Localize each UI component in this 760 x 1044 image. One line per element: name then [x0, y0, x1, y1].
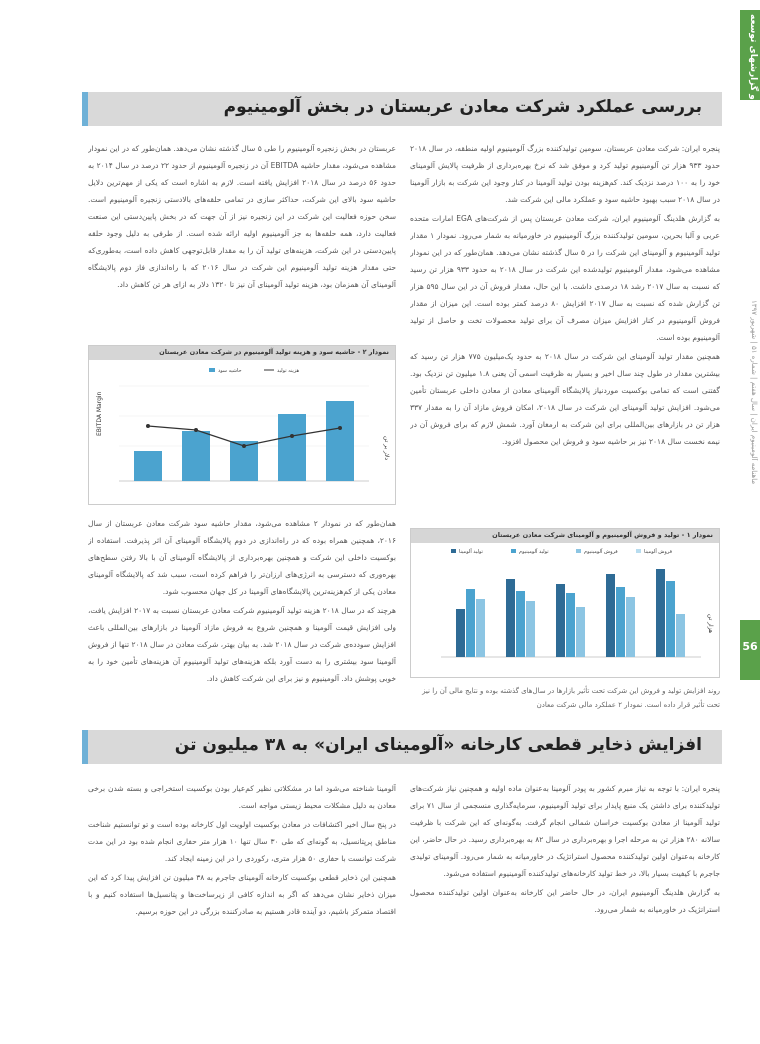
paragraph: همچنین مقدار تولید آلومینای این شرکت در سال ۲۰۱۸ به حدود یک‌میلیون ۷۷۵ هزار تن رسید که بیشترین مقدار در طول چند سال اخیر و بسیار به ظرفیت اسمی آن یعنی ۱.۸ میلیون تن نزدیک بود. گفتنی است که تمامی بوکسیت موردنیاز پالایشگاه آلومینای معادن از معادن داخلی عربستان تأمین می‌شود. افزایش تولید آلومینای این شرکت در سال ۲۰۱۸، امکان فروش مازاد آن را به مقدار ۳۳۷ هزار تن در بازارهای بین‌المللی برای این شرکت به ارمغان آورد. شمش لازم که برای فروش آن در نیمه نخست سال ۲۰۱۸ نیز بر حاشیه سود و فروش این محصول افزود.	[410, 352, 720, 446]
line-point	[290, 434, 294, 438]
bar	[616, 587, 625, 657]
paragraph: عربستان در بخش زنجیره آلومینیوم را طی ۵ سال گذشته نشان می‌دهد. همان‌طور که در این نمودار مشاهده می‌شود، مقدار حاشیه EBITDA آن در زنجیره آلومینیوم از حدود ۲۲ درصد در سال ۲۰۱۴ به حدود ۵۶ درصد در سال ۲۰۱۸ افزایش یافته است. لازم به اشاره است که یکی از مهم‌ترین دلایل حاشیه سود بالای این شرکت، حداکثر سازی در تمامی حلقه‌های بالادستی زنجیره آلومینیوم است. سخن حوزه فعالیت این شرکت در این زنجیره نیز از آن جهت که در بخش پایین‌دستی این صنعت فعالیت دارد، همه حلقه‌ها به جز آلومینیوم اولیه ارائه شده است. از طرفی به دلیل وجود حلقه پایین‌دستی در این شرکت، هزینه‌های تولید آن را به مقدار قابل‌توجهی کاهش داده است، به‌طوری‌که حتی مقدار هزینه تولید آلومینیوم این شرکت در سال ۲۰۱۶ که با راه‌اندازی فاز دوم پالایشگاه آلومینای آن همزمان بود، هزینه تولید آلومینای آن نیز تا ۱۳۲۰ دلار به ازای هر تن کاهش داد.	[88, 144, 396, 289]
legend-label: فروش آلومینا	[644, 549, 672, 555]
bar	[134, 451, 162, 481]
paragraph: به گزارش هلدینگ آلومینیوم ایران، در حال حاضر این کارخانه به‌عنوان اولین تولیدکننده محصول استراتژیک در خاورمیانه به شمار می‌رود.	[410, 888, 720, 914]
chart-axis-label: دلار بر تن	[383, 436, 390, 461]
chart-production	[410, 528, 720, 678]
legend-swatch	[209, 368, 215, 372]
legend-swatch	[451, 549, 456, 553]
article1-heading	[82, 92, 722, 126]
bar	[526, 601, 535, 657]
heading-accent	[82, 730, 88, 764]
bar	[656, 569, 665, 657]
legend-label: فروش آلومینیوم	[584, 549, 618, 555]
bar	[466, 589, 475, 657]
legend-label: تولید آلومینیوم	[519, 549, 549, 555]
paragraph: پنجره ایران: با توجه به نیاز مبرم کشور به پودر آلومینا به‌عنوان ماده اولیه و همچنین نیاز شرکت‌های تولیدکننده برای داشتن یک منبع پایدار برای تولید آلومینیوم، سرمایه‌گذاری منسجمی از سال ۷۱ برای تولید آلومینا از معادن بوکسیت خراسان شمالی انجام گرفت. به‌گونه‌ای که این شرکت با ظرفیت سالانه ۲۸۰ هزار تن به مرحله اجرا و بهره‌برداری در سال ۸۲ به بهره‌برداری رسید. در حال حاضر، این کارخانه به‌عنوان اولین تولیدکننده محصول استراتژیک در خاورمیانه به شمار می‌رود. آلومینای تولیدی جاجرم با کیفیت بسیار بالا، در خط تولید کارخانه‌های تولیدکننده آلومینیوم استفاده می‌شود.	[410, 784, 720, 878]
article1-left-column	[88, 140, 396, 335]
paragraph: پنجره ایران: شرکت معادن عربستان، سومین تولیدکننده بزرگ آلومینیوم اولیه منطقه، در سال ۲۰۱۸ حدود ۹۳۳ هزار تن آلومینیوم تولید کرد و موفق شد که نرخ بهره‌برداری از ظرفیت پالایش آلومینای خود را به ۱۰۰ درصد نزدیک کند. کم‌هزینه بودن تولید آلومینا در کنار وجود این شرکت به بازار آلومینا در سال ۲۰۱۸ سبب بهبود حاشیه سود و عملکرد مالی این شرکت شد.	[410, 144, 720, 204]
chart-ebitda-svg	[89, 346, 397, 506]
chart-axis-label: EBITDA Margin	[96, 391, 103, 436]
article2-title: افزایش ذخایر قطعی کارخانه «آلومینای ایران» به ۳۸ میلیون تن	[174, 735, 702, 755]
page-number-strip	[740, 620, 760, 680]
line-point	[146, 424, 150, 428]
bar	[476, 599, 485, 657]
bar	[676, 614, 685, 657]
chart-production-svg	[411, 529, 721, 679]
line-point	[338, 426, 342, 430]
legend-label: حاشیه سود	[218, 368, 242, 374]
running-caption: ماهنامه آلومینیوم ایران | سال هفتم | شماره ۵۱ | شهریور ۱۳۹۷	[750, 300, 758, 485]
bar	[456, 609, 465, 657]
bar	[626, 597, 635, 657]
chart-axis-label: هزار تن	[707, 614, 714, 634]
article2-left-column	[88, 780, 396, 950]
paragraph: در پنج سال اخیر اکتشافات در معادن بوکسیت اولویت اول کارخانه بوده است و تو توانستیم شناخت مناطق پرپتانسیل، به گونه‌ای که طی ۳۰ سال تنها ۱۰ هزار متر حفاری انجام شده بود در این مدت شرکت توانست با حفاری ۵۰ هزار متری، رکوردی را در این زمینه ایجاد کند.	[88, 820, 396, 863]
bar	[326, 401, 354, 481]
chart-caption: روند افزایش تولید و فروش این شرکت تحت تأثیر بازارها در سال‌های گذشته بوده و نتایج مالی آن را نیز تحت تأثیر قرار داده است. نمودار ۲ عملکرد مالی شرکت معادن	[422, 687, 720, 709]
page-number: 56	[742, 640, 758, 653]
bar	[666, 581, 675, 657]
bar	[506, 579, 515, 657]
article2-right-column	[410, 780, 720, 950]
bar	[566, 593, 575, 657]
legend-label: هزینه تولید	[277, 368, 300, 374]
paragraph: به گزارش هلدینگ آلومینیوم ایران، شرکت معادن عربستان پس از شرکت‌های EGA امارات متحده عربی و آلبا بحرین، سومین تولیدکننده بزرگ آلومینیوم در خاورمیانه به شمار می‌رود. نمودار ۱ مقدار تولید آلومینیوم و آلومینای این شرکت را در ۵ سال گذشته نشان می‌دهد. همان‌طور که در این نمودار مشاهده می‌شود، مقدار آلومینیوم تولیدشده این شرکت در سال ۲۰۱۸ به حدود ۹۳۳ هزار تن رسید که نسبت به سال ۲۰۱۷ رشد ۱۸ درصدی داشت. با این حال، مقدار فروش آن در این سال ۵۹۵ هزار تن گزارش شده که نسبت به سال ۲۰۱۷ افزایش ۸۰ درصد کمتر بوده است. این میزان از مقدار فروش آلومینیوم در کنار افزایش میزان مصرف آن برای تولید محصولات تخت و حاصل از تولید آلومینیوم بوده است.	[410, 214, 720, 342]
heading-accent	[82, 92, 88, 126]
chart-ebitda	[88, 345, 396, 505]
legend-swatch	[576, 549, 581, 553]
bar	[606, 574, 615, 657]
paragraph: آلومینا شناخته می‌شود اما در مشکلاتی نظیر کم‌عیار بودن بوکسیت استخراجی و بسته شدن برخی معادن به دلیل مشکلات محیط زیستی مواجه است.	[88, 784, 396, 810]
legend-swatch	[511, 549, 516, 553]
bar	[556, 584, 565, 657]
paragraph: همچنین این ذخایر قطعی بوکسیت کارخانه آلومینای جاجرم به ۳۸ میلیون تن افزایش پیدا کرد که این میزان ذخایر نشان می‌دهد که اگر به اندازه کافی از زیرساخت‌ها و پتانسیل‌ها استفاده کنیم و با اقتصاد متمرکز باشیم، دو آینده قادر هستیم به صادرکننده بزرگی در این حوزه برسیم.	[88, 873, 396, 916]
line-point	[194, 428, 198, 432]
bar	[576, 607, 585, 657]
chart-title: نمودار ۱ - تولید و فروش آلومینیوم و آلومینای شرکت معادن عربستان	[411, 529, 719, 543]
article1-right-column	[410, 140, 720, 515]
article2-heading	[82, 730, 722, 764]
section-tab	[740, 10, 760, 125]
article1-bottom-column	[88, 515, 396, 715]
bar	[278, 414, 306, 481]
legend-swatch	[636, 549, 641, 553]
paragraph: همان‌طور که در نمودار ۲ مشاهده می‌شود، مقدار حاشیه سود شرکت معادن عربستان از سال ۲۰۱۶، همچنین همراه بوده که در راه‌اندازی در دوم پالایشگاه آلومینای آن اثر پذیرفت. استفاده از بوکسیت داخلی این شرکت و همچنین بهره‌برداری از پالایشگاه آلومینای آن با بالا رفتن سطح‌های بهره‌وری که دسترسی به انرژی‌های ارزان‌تر را فراهم کرده است، سبب شد که پالایشگاه آلومینای معادن یکی از کم‌هزینه‌ترین پالایشگاه‌های آلومینا در کل جهان محسوب شود.	[88, 519, 396, 596]
chart-title: نمودار ۲ - حاشیه سود و هزینه تولید آلومینیوم در شرکت معادن عربستان	[89, 346, 395, 360]
bar	[182, 431, 210, 481]
section-tab-label: اخبار و گزارشهای توسعه	[748, 14, 758, 125]
bar	[516, 591, 525, 657]
article1-title: بررسی عملکرد شرکت معادن عربستان در بخش آلومینیوم	[223, 97, 702, 117]
legend-label: تولید آلومینا	[459, 549, 483, 555]
line-point	[242, 444, 246, 448]
paragraph: هرچند که در سال ۲۰۱۸ هزینه تولید آلومینیوم شرکت معادن عربستان نسبت به ۲۰۱۷ افزایش یافت، ولی افزایش قیمت آلومینا و همچنین شروع به فروش مازاد آلومینا در بازارهای بین‌المللی باعث افزایش سودده‌ی شرکت در سال ۲۰۱۸ شد. به بیان بهتر، شرکت معادن در سال ۲۰۱۸ تنها از فروش آلومینا سود بیشتری را به دست آورد بلکه هزینه‌های تولید آلومینیوم آن هزینه‌های تأمین خود را به خوبی پوشش داد. آلومینیوم و نیز برای این شرکت کاهش داد.	[88, 606, 396, 683]
